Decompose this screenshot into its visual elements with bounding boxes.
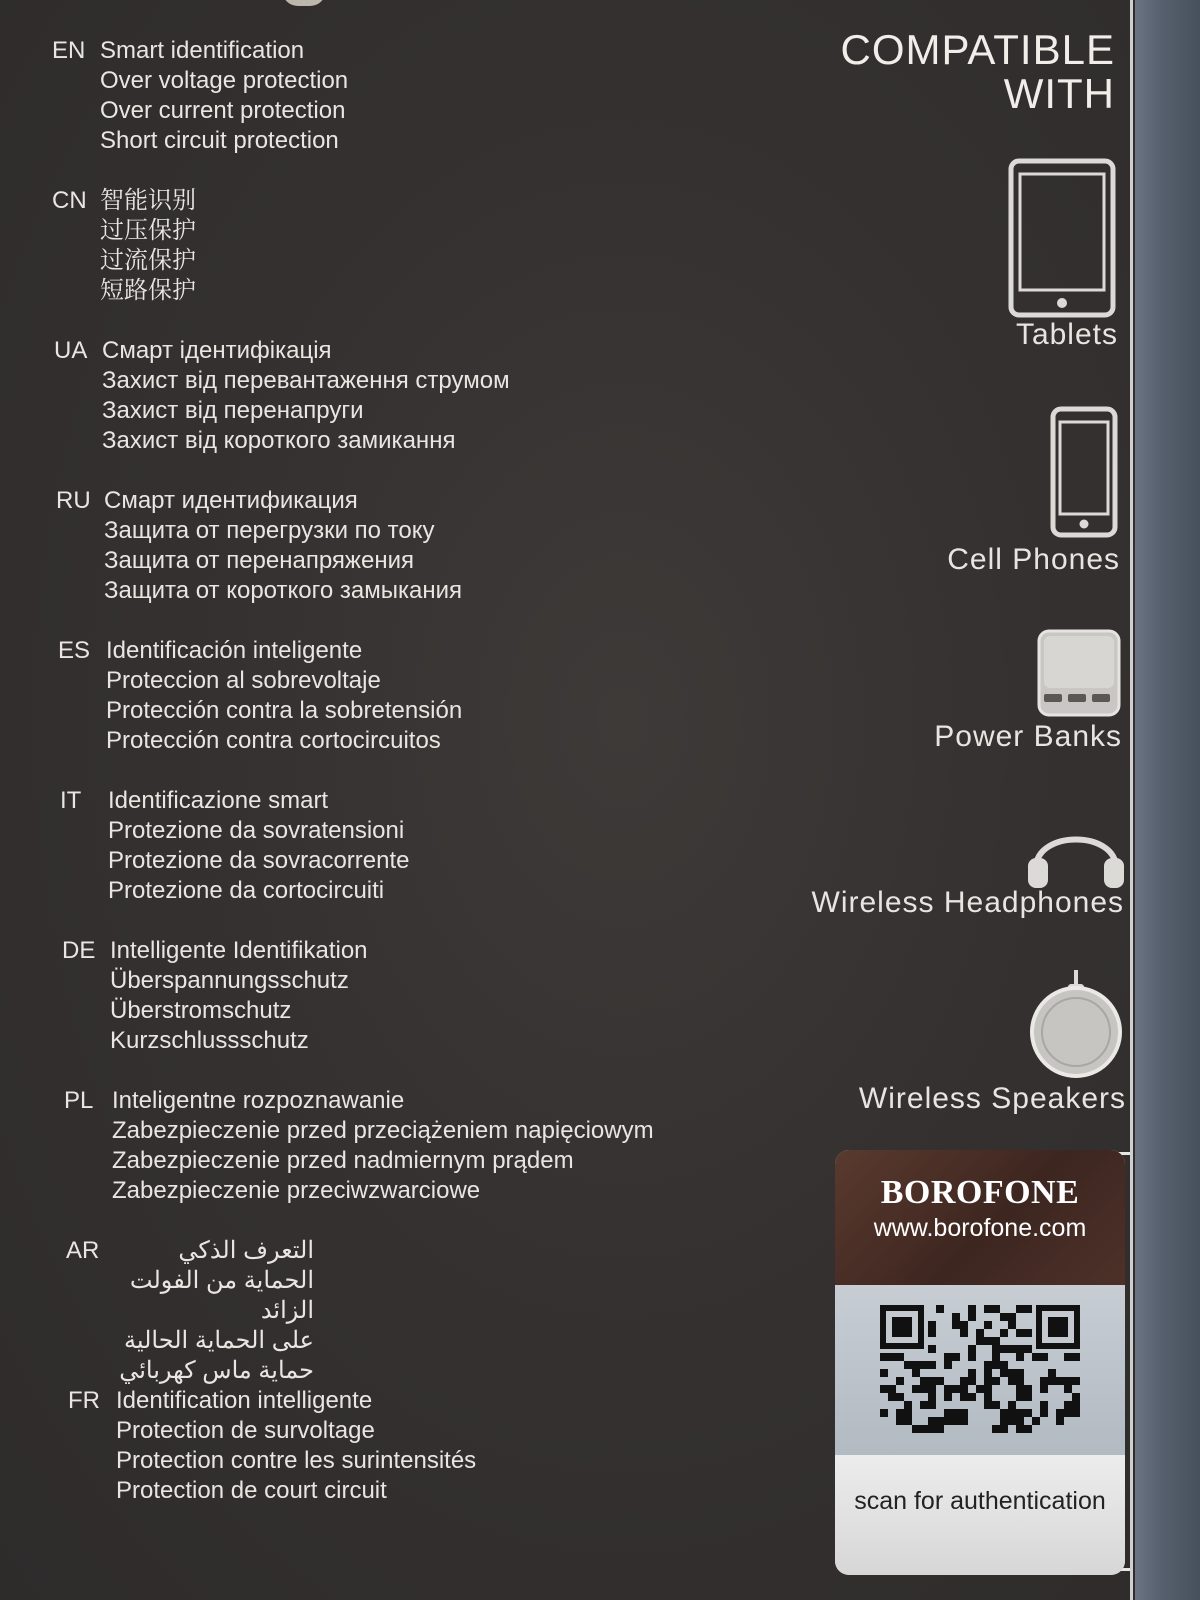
tablet-icon xyxy=(1008,158,1116,318)
feature-line: 过压保护 xyxy=(100,217,196,244)
scan-instruction: scan for authentication xyxy=(854,1487,1106,1515)
feature-line: Protezione da sovracorrente xyxy=(108,847,410,874)
lang-block-fr xyxy=(68,1386,476,1506)
feature-line: Protección contra la sobretensión xyxy=(106,697,463,724)
feature-line: Inteligentne rozpoznawanie xyxy=(112,1087,405,1114)
lang-code: PL xyxy=(64,1087,94,1114)
feature-line: Zabezpieczenie przed nadmiernym prądem xyxy=(112,1147,574,1174)
feature-line: Zabezpieczenie przed przeciążeniem napięciowym xyxy=(112,1117,654,1144)
compat-label-cell-phones: Cell Phones xyxy=(947,543,1120,576)
lang-block-ua xyxy=(54,336,510,456)
compat-label-tablets: Tablets xyxy=(1015,318,1118,351)
speaker-icon xyxy=(1024,968,1128,1078)
feature-line: Identificazione smart xyxy=(108,787,329,814)
hanger-notch xyxy=(282,0,326,6)
lang-block-de xyxy=(62,936,368,1056)
feature-line: Protection de court circuit xyxy=(116,1477,387,1504)
feature-line: Защита от короткого замыкания xyxy=(104,577,462,604)
feature-line: Protection contre les surintensités xyxy=(116,1447,477,1474)
feature-line: Proteccion al sobrevoltaje xyxy=(106,667,381,694)
lang-block-ar xyxy=(66,1236,314,1386)
feature-line: Смарт ідентифікація xyxy=(102,337,332,364)
brand-logo: BOROFONE xyxy=(880,1174,1080,1211)
feature-line: 过流保护 xyxy=(100,247,196,274)
lang-code: EN xyxy=(52,37,86,64)
compatible-title xyxy=(800,28,1115,116)
feature-line: Захист від перенапруги xyxy=(102,397,364,424)
feature-line: التعرف الذكي xyxy=(178,1237,314,1264)
feature-line: على الحماية الحالية xyxy=(123,1327,314,1354)
compat-label-power-banks: Power Banks xyxy=(934,720,1122,753)
lang-block-pl xyxy=(64,1086,654,1206)
feature-line: Protezione da cortocircuiti xyxy=(108,877,385,904)
feature-line: Intelligente Identifikation xyxy=(110,937,368,964)
feature-line: Смарт идентификация xyxy=(104,487,358,514)
feature-line: Identification intelligente xyxy=(116,1387,373,1414)
compat-label-wireless-speakers: Wireless Speakers xyxy=(858,1082,1126,1115)
lang-block-it xyxy=(60,786,410,906)
sticker-brand-area xyxy=(835,1150,1125,1285)
lang-code: DE xyxy=(62,937,96,964)
authentication-sticker xyxy=(835,1150,1125,1575)
qr-code-icon[interactable] xyxy=(880,1305,1080,1435)
lang-block-en xyxy=(52,36,348,156)
feature-line: Überstromschutz xyxy=(110,997,292,1024)
power-bank-icon xyxy=(1036,628,1122,718)
panel-edge xyxy=(1130,0,1133,1600)
feature-line: الحماية من الفولت الزائد xyxy=(129,1267,314,1324)
feature-line: Short circuit protection xyxy=(100,127,339,154)
sticker-scan-area xyxy=(835,1455,1125,1575)
lang-code: ES xyxy=(58,637,91,664)
feature-line: Protection de survoltage xyxy=(116,1417,375,1444)
lang-block-ru xyxy=(56,486,462,606)
qr-area xyxy=(835,1285,1125,1455)
feature-line: Защита от перегрузки по току xyxy=(104,517,435,544)
brand-website: www.borofone.com xyxy=(873,1214,1087,1242)
feature-line: Zabezpieczenie przeciwzwarciowe xyxy=(112,1177,481,1204)
lang-code: AR xyxy=(66,1237,100,1264)
feature-line: Identificación inteligente xyxy=(106,637,363,664)
feature-line: 智能识别 xyxy=(100,187,196,214)
feature-line: Защита от перенапряжения xyxy=(104,547,414,574)
feature-line: 短路保护 xyxy=(100,277,196,304)
feature-line: Smart identification xyxy=(100,37,305,64)
feature-line: Over current protection xyxy=(100,97,346,124)
lang-code: CN xyxy=(52,187,87,214)
feature-line: Over voltage protection xyxy=(100,67,349,94)
feature-line: Захист від короткого замикання xyxy=(102,427,456,454)
feature-line: Überspannungsschutz xyxy=(110,967,349,994)
feature-line: Kurzschlussschutz xyxy=(110,1027,309,1054)
feature-line: Захист від перевантаження струмом xyxy=(102,367,510,394)
feature-line: حماية ماس كهربائي xyxy=(119,1357,314,1384)
lang-code: FR xyxy=(68,1387,100,1414)
lang-code: RU xyxy=(56,487,91,514)
lang-block-cn xyxy=(52,186,196,306)
compat-label-wireless-headphones: Wireless Headphones xyxy=(811,886,1124,919)
background-surface xyxy=(1135,0,1200,1600)
compatible-title-line2: WITH xyxy=(1003,70,1115,117)
phone-icon xyxy=(1050,406,1118,538)
lang-block-es xyxy=(58,636,462,756)
feature-line: Protección contra cortocircuitos xyxy=(106,727,441,754)
lang-code: IT xyxy=(60,787,82,814)
headphones-icon xyxy=(1024,810,1128,890)
compatible-title-line1: COMPATIBLE xyxy=(840,26,1115,73)
lang-code: UA xyxy=(54,337,88,364)
feature-line: Protezione da sovratensioni xyxy=(108,817,405,844)
